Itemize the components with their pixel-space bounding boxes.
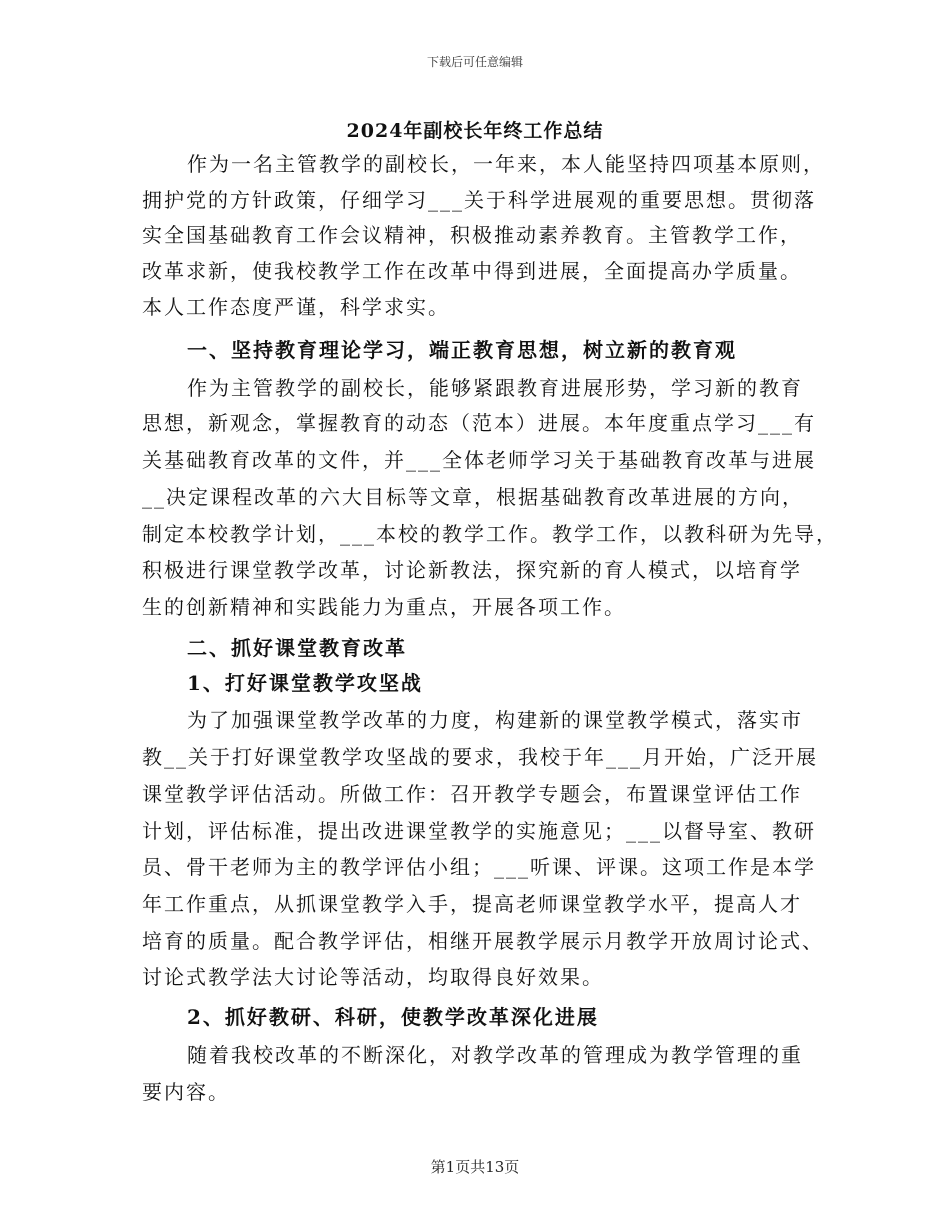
paragraph-line: 实全国基础教育工作会议精神，积极推动素养教育。主管教学工作， <box>142 223 802 247</box>
paragraph-line: 思想，新观念，掌握教育的动态（范本）进展。本年度重点学习___有 <box>142 411 816 435</box>
paragraph-line: 改革求新，使我校教学工作在改革中得到进展，全面提高办学质量。 <box>142 259 802 283</box>
paragraph-line: 员、骨干老师为主的教学评估小组；___听课、评课。这项工作是本学 <box>142 855 816 879</box>
subsection-heading: 1、打好课堂教学攻坚战 <box>187 671 423 695</box>
paragraph-line: 要内容。 <box>142 1080 230 1104</box>
subsection-heading: 2、抓好教研、科研，使教学改革深化进展 <box>187 1005 599 1029</box>
paragraph-line: 作为一名主管教学的副校长，一年来，本人能坚持四项基本原则， <box>187 152 825 176</box>
paragraph-line: __决定课程改革的六大目标等文章，根据基础教育改革进展的方向， <box>142 485 804 509</box>
paragraph-line: 讨论式教学法大讨论等活动，均取得良好效果。 <box>142 965 604 989</box>
paragraph-line: 年工作重点，从抓课堂教学入手，提高老师课堂教学水平，提高人才 <box>142 892 802 916</box>
section-heading: 一、坚持教育理论学习，端正教育思想，树立新的教育观 <box>187 338 737 362</box>
paragraph-line: 作为主管教学的副校长，能够紧跟教育进展形势，学习新的教育 <box>187 376 803 400</box>
paragraph-line: 拥护党的方针政策，仔细学习___关于科学进展观的重要思想。贯彻落 <box>142 188 816 212</box>
paragraph-line: 制定本校教学计划，___本校的教学工作。教学工作，以教科研为先导， <box>142 522 838 546</box>
paragraph-line: 随着我校改革的不断深化，对教学改革的管理成为教学管理的重 <box>187 1043 803 1067</box>
paragraph-line: 课堂教学评估活动。所做工作：召开教学专题会，布置课堂评估工作 <box>142 782 802 806</box>
paragraph-line: 培育的质量。配合教学评估，相继开展教学展示月教学开放周讨论式、 <box>142 929 824 953</box>
paragraph-line: 本人工作态度严谨，科学求实。 <box>142 295 450 319</box>
paragraph-line: 生的创新精神和实践能力为重点，开展各项工作。 <box>142 595 626 619</box>
paragraph-line: 教__关于打好课堂教学攻坚战的要求，我校于年___月开始，广泛开展 <box>142 745 818 769</box>
paragraph-line: 关基础教育改革的文件，并___全体老师学习关于基础教育改革与进展 <box>142 448 816 472</box>
paragraph-line: 计划，评估标准，提出改进课堂教学的实施意见；___以督导室、教研 <box>142 819 816 843</box>
page-footer: 第1页共13页 <box>430 1158 520 1176</box>
paragraph-line: 积极进行课堂教学改革，讨论新教法，探究新的育人模式，以培育学 <box>142 558 802 582</box>
paragraph-line: 为了加强课堂教学改革的力度，构建新的课堂教学模式，落实市 <box>187 708 803 732</box>
page-header: 下载后可任意编辑 <box>426 55 523 69</box>
section-heading: 二、抓好课堂教育改革 <box>187 636 407 660</box>
document-title: 2024年副校长年终工作总结 <box>346 120 604 142</box>
